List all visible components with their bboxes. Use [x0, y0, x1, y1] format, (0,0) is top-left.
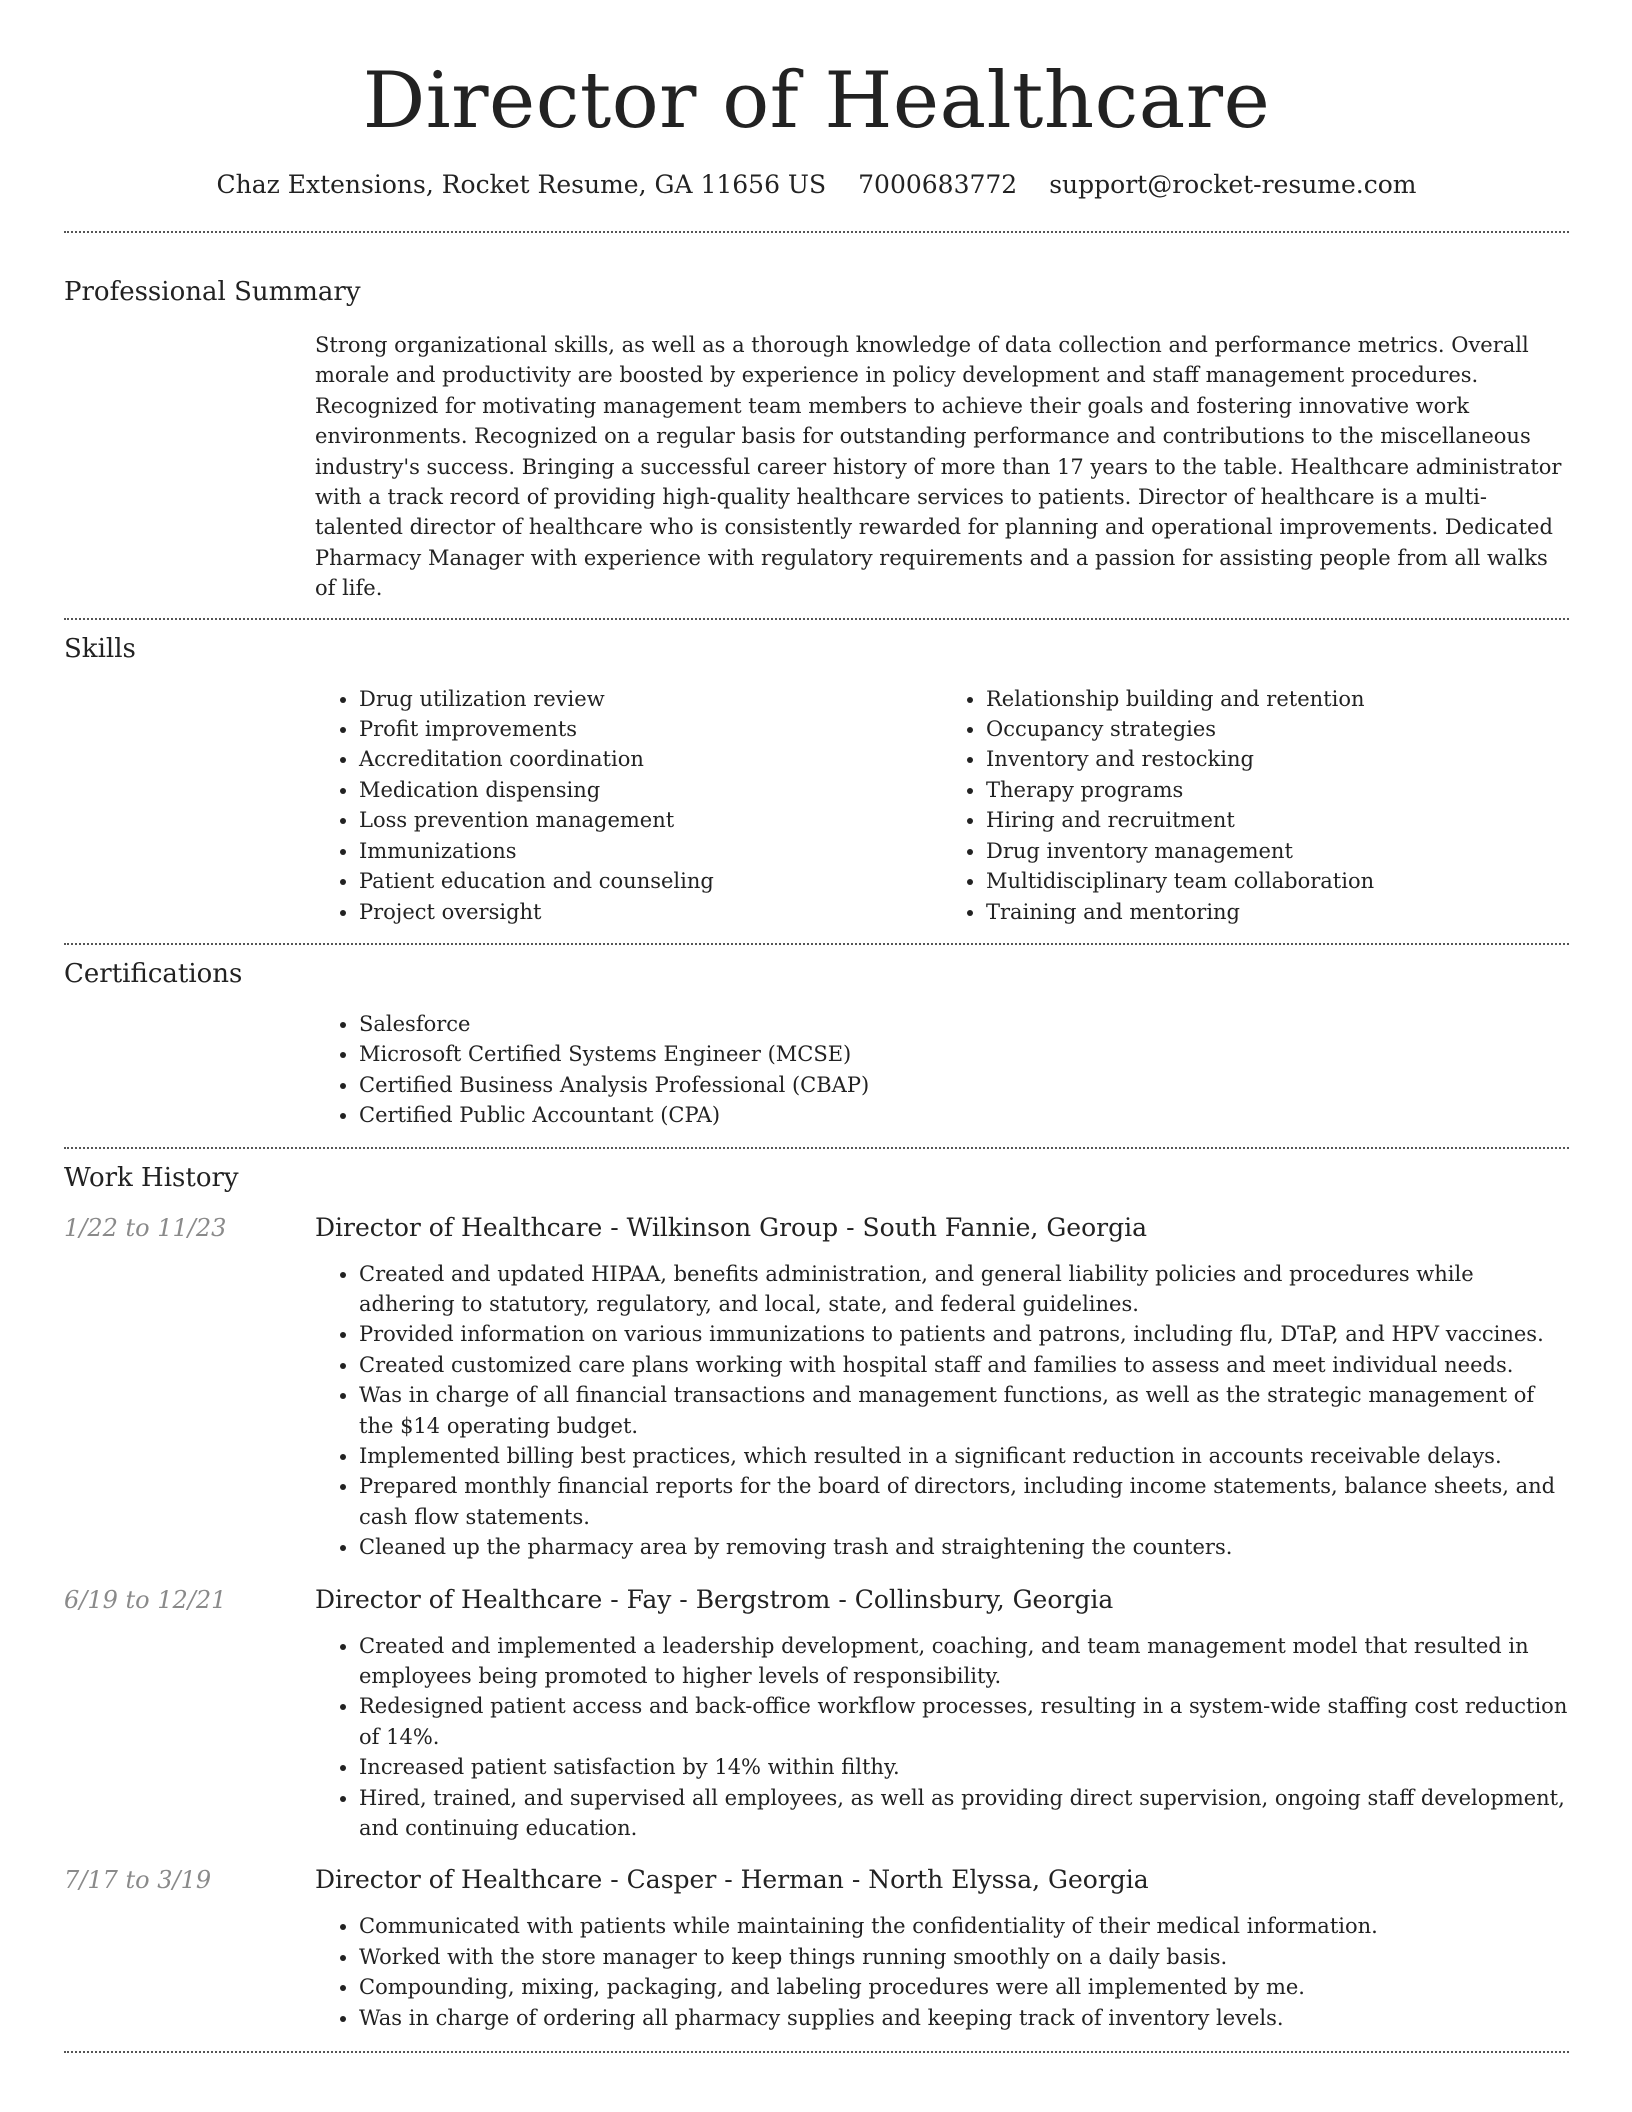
summary-section — [64, 233, 1569, 618]
skill-item: • Multidisciplinary team collaboration — [986, 866, 1569, 896]
job-bullet: • Created and implemented a leadership development, coaching, and team management model that resulted in employees being promoted to higher levels of responsibility. — [359, 1631, 1569, 1692]
skills-column-left — [315, 684, 942, 927]
job-dates: 6/19 to 12/21 — [64, 1585, 227, 1614]
job-title: Director of Healthcare - Fay - Bergstrom - Collinsbury, Georgia — [315, 1584, 1114, 1614]
certification-item: • Microsoft Certified Systems Engineer (MCSE) — [359, 1039, 1569, 1069]
summary-text: Strong organizational skills, as well as a thorough knowledge of data collection and performance metrics. Overall morale and productivity are boosted by experience in policy development and staff management procedures. Recognized for motivating management team members to achieve their goals and fostering innovative work environments. Recognized on a regular basis for outstanding performance and contributions to the miscellaneous industry's success. Bringing a successful career history of more than 17 years to the table. Healthcare administrator with a track record of providing high-quality healthcare services to patients. Director of healthcare is a multi-talented director of healthcare who is consistently rewarded for planning and operational improvements. Dedicated Pharmacy Manager with experience with regulatory requirements and a passion for assisting people from all walks of life. — [315, 333, 1562, 601]
job-bullet: • Was in charge of ordering all pharmacy supplies and keeping track of inventory levels. — [359, 2003, 1569, 2033]
job-bullet: • Cleaned up the pharmacy area by removing trash and straightening the counters. — [359, 1532, 1569, 1562]
job-dates: 7/17 to 3/19 — [64, 1866, 212, 1895]
skills-section — [64, 620, 1569, 943]
certifications-heading: Certifications — [64, 958, 243, 989]
certification-item: • Certified Public Accountant (CPA) — [359, 1100, 1569, 1130]
job-bullet: • Provided information on various immunizations to patients and patrons, including flu, DTaP, and HPV vaccines. — [359, 1319, 1569, 1349]
job-bullet: • Compounding, mixing, packaging, and labeling procedures were all implemented by me. — [359, 1972, 1569, 2002]
job-bullet: • Hired, trained, and supervised all employees, as well as providing direct supervision, ongoing staff development, and continuing education. — [359, 1783, 1569, 1844]
job-entry — [64, 1211, 1569, 1563]
job-bullet: • Communicated with patients while maintaining the confidentiality of their medical information. — [359, 1911, 1569, 1941]
job-bullet: • Increased patient satisfaction by 14% within filthy. — [359, 1752, 1569, 1782]
divider — [64, 2051, 1569, 2053]
certification-item: • Salesforce — [359, 1009, 1569, 1039]
resume-page — [64, 0, 1569, 2053]
job-title: Director of Healthcare - Wilkinson Group - South Fannie, Georgia — [315, 1212, 1147, 1242]
skills-list — [315, 684, 1569, 943]
skill-item: • Drug utilization review — [359, 684, 942, 714]
work-history-list — [64, 1211, 1569, 2052]
job-bullet: • Redesigned patient access and back-office workflow processes, resulting in a system-wide staffing cost reduction of 14%. — [359, 1691, 1569, 1752]
job-entry — [64, 1863, 1569, 2033]
work-history-section — [64, 1149, 1569, 2052]
skill-item: • Occupancy strategies — [986, 714, 1569, 744]
job-bullet: • Created customized care plans working with hospital staff and families to assess and meet individual needs. — [359, 1350, 1569, 1380]
skill-item: • Profit improvements — [359, 714, 942, 744]
skill-item: • Immunizations — [359, 836, 942, 866]
contact-email: support@rocket-resume.com — [1049, 170, 1417, 199]
job-bullet: • Implemented billing best practices, which resulted in a significant reduction in accounts receivable delays. — [359, 1441, 1569, 1471]
skills-column-right — [942, 684, 1569, 927]
certifications-list — [315, 1009, 1569, 1147]
skill-item: • Drug inventory management — [986, 836, 1569, 866]
skills-heading: Skills — [64, 633, 136, 664]
skill-item: • Hiring and recruitment — [986, 805, 1569, 835]
job-bullets — [315, 1631, 1569, 1844]
job-bullet: • Worked with the store manager to keep things running smoothly on a daily basis. — [359, 1942, 1569, 1972]
job-bullet: • Created and updated HIPAA, benefits administration, and general liability policies and procedures while adhering to statutory, regulatory, and local, state, and federal guidelines. — [359, 1259, 1569, 1320]
job-bullets — [315, 1259, 1569, 1563]
skill-item: • Project oversight — [359, 897, 942, 927]
skill-item: • Accreditation coordination — [359, 744, 942, 774]
skill-item: • Therapy programs — [986, 775, 1569, 805]
work-history-heading: Work History — [64, 1162, 239, 1193]
job-dates: 1/22 to 11/23 — [64, 1213, 227, 1242]
job-bullet: • Prepared monthly financial reports for the board of directors, including income statements, balance sheets, and cash flow statements. — [359, 1471, 1569, 1532]
skill-item: • Patient education and counseling — [359, 866, 942, 896]
skill-item: • Training and mentoring — [986, 897, 1569, 927]
skill-item: • Inventory and restocking — [986, 744, 1569, 774]
resume-title: Director of Healthcare — [362, 56, 1271, 146]
contact-phone: 7000683772 — [858, 170, 1018, 199]
job-bullet: • Was in charge of all financial transactions and management functions, as well as the strategic management of the $14 operating budget. — [359, 1380, 1569, 1441]
skill-item: • Loss prevention management — [359, 805, 942, 835]
job-entry — [64, 1583, 1569, 1844]
certification-item: • Certified Business Analysis Professional (CBAP) — [359, 1070, 1569, 1100]
skill-item: • Relationship building and retention — [986, 684, 1569, 714]
skill-item: • Medication dispensing — [359, 775, 942, 805]
contact-address: Chaz Extensions, Rocket Resume, GA 11656 US — [216, 170, 827, 199]
job-bullets — [315, 1911, 1569, 2033]
summary-heading: Professional Summary — [64, 277, 361, 307]
job-title: Director of Healthcare - Casper - Herman - North Elyssa, Georgia — [315, 1865, 1149, 1895]
contact-line — [64, 168, 1569, 202]
certifications-section — [64, 945, 1569, 1147]
